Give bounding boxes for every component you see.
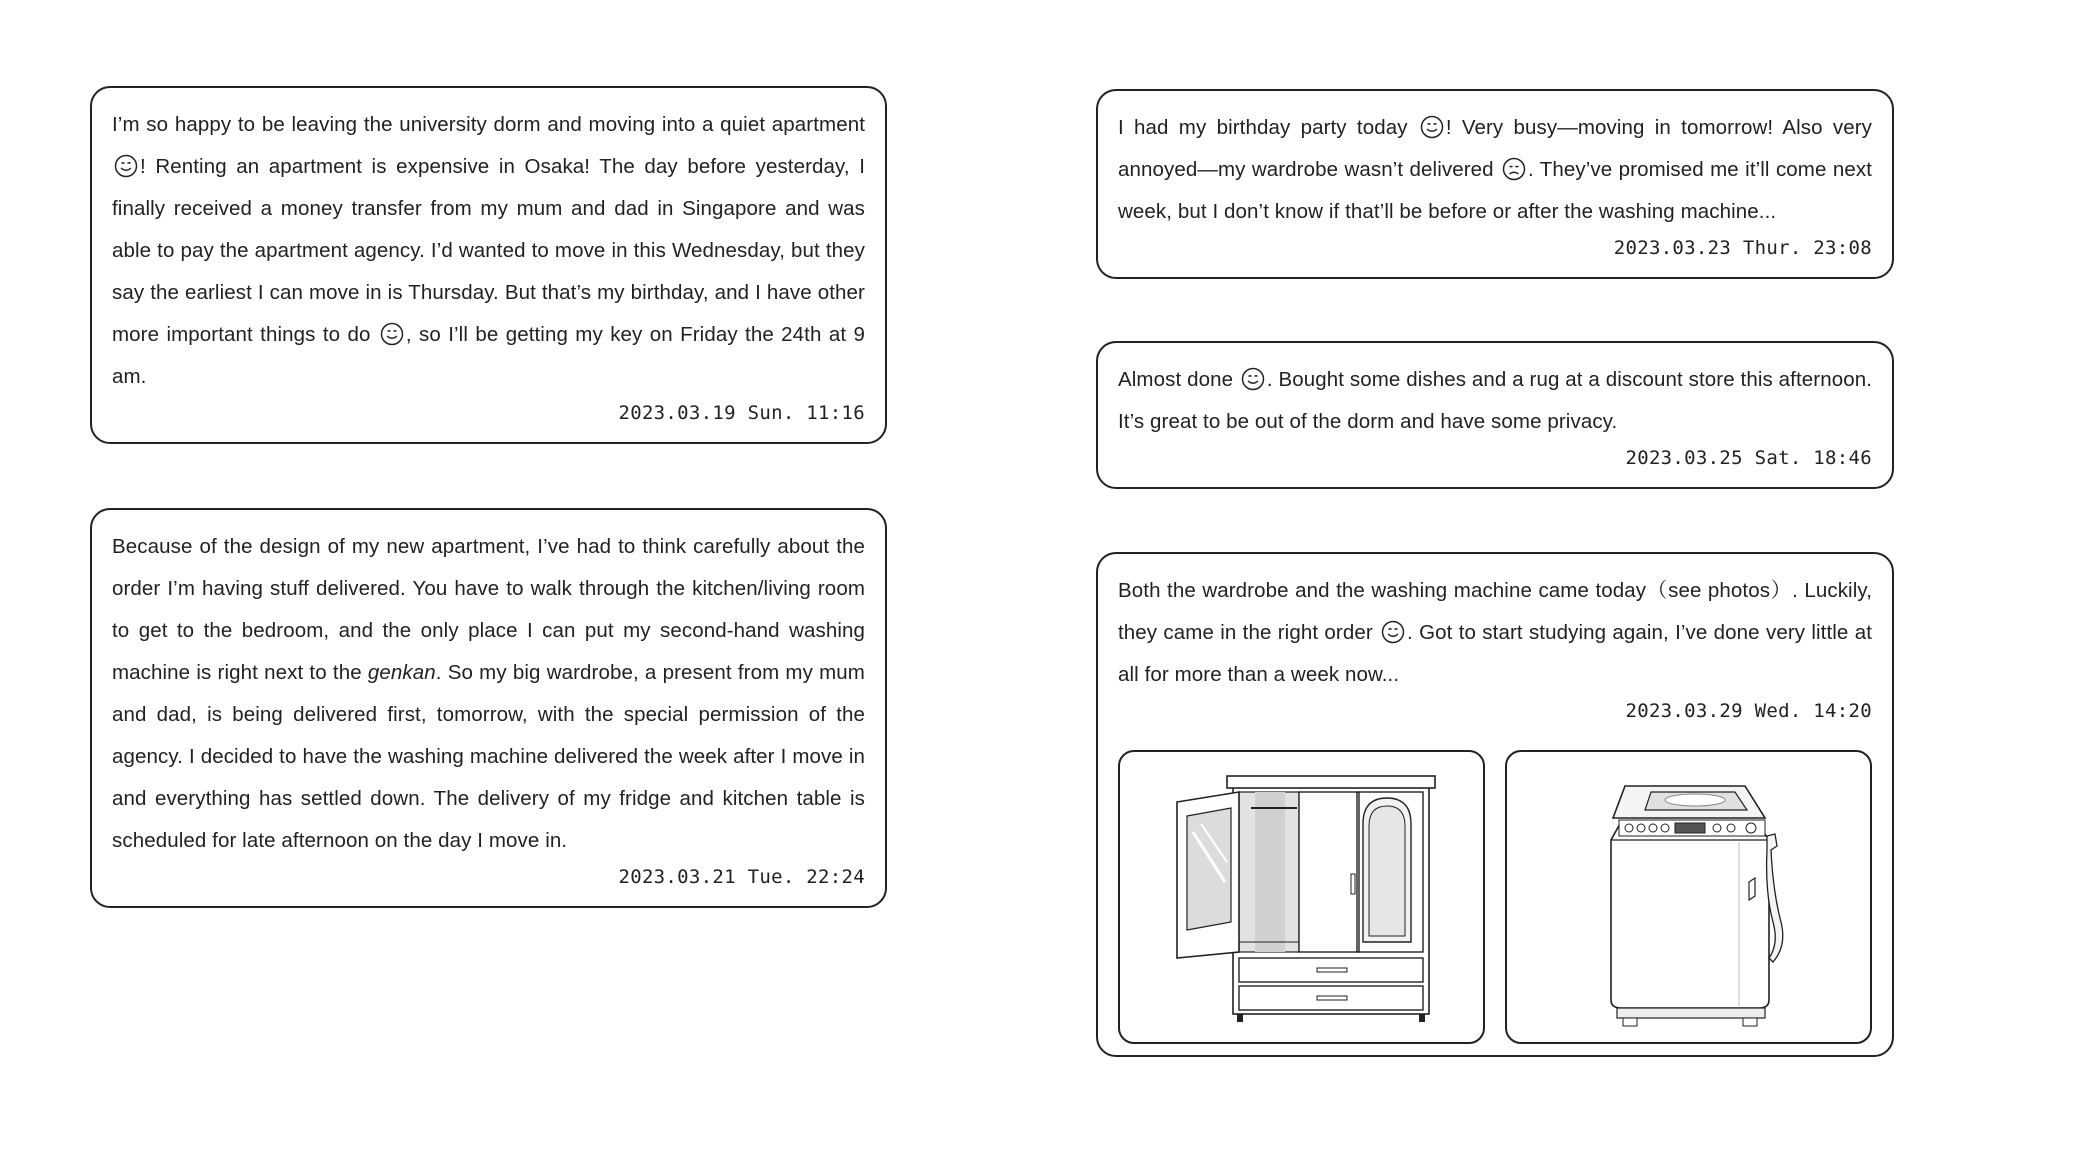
smiley-face-icon	[1381, 620, 1405, 644]
washing-machine-illustration	[1559, 762, 1819, 1032]
diary-entry-4	[1096, 341, 1894, 489]
entry-5-text: Both the wardrobe and the washing machine came today（see photos）. Luckily, they came in the right order . Got to start studying again, I’ve done very little at all for more than a week now...	[1118, 579, 1872, 686]
smiley-face-icon	[1420, 115, 1444, 139]
diary-entry-2	[90, 508, 887, 908]
entry-1-text: I’m so happy to be leaving the university dorm and moving into a quiet apartment ! Renting an apartment is expensive in Osaka! The day before yesterday, I finally received a money transfer from my mum and dad in Singapore and was able to pay the apartment agency. I’d wanted to move in this Wednesday, but they say the earliest I can move in is Thursday. But that’s my birthday, and I have other more important things to do , so I’ll be getting my key on Friday the 24th at 9 am.	[112, 113, 865, 388]
entry-3-timestamp: 2023.03.23 Thur. 23:08	[1613, 237, 1872, 259]
smiley-face-icon	[380, 322, 404, 346]
diary-entry-5	[1096, 552, 1894, 1057]
washing-machine-photo	[1505, 750, 1872, 1044]
diary-entry-1	[90, 86, 887, 444]
entry-1-timestamp: 2023.03.19 Sun. 11:16	[618, 402, 865, 424]
entry-4-text: Almost done . Bought some dishes and a rug at a discount store this afternoon. It’s great to be out of the dorm and have some privacy.	[1118, 368, 1872, 433]
photo-row	[1118, 750, 1872, 1044]
entry-2-text: Because of the design of my new apartment, I’ve had to think carefully about the order I’m having stuff delivered. You have to walk through the kitchen/living room to get to the bedroom, and the only place I can put my second-hand washing machine is right next to the genkan. So my big wardrobe, a present from my mum and dad, is being delivered first, tomorrow, with the special permission of the agency. I decided to have the washing machine delivered the week after I move in and everything has settled down. The delivery of my fridge and kitchen table is scheduled for late afternoon on the day I move in.	[112, 535, 865, 852]
entry-4-timestamp: 2023.03.25 Sat. 18:46	[1625, 447, 1872, 469]
wardrobe-photo	[1118, 750, 1485, 1044]
entry-3-text: I had my birthday party today ! Very busy—moving in tomorrow! Also very annoyed—my wardrobe wasn’t delivered . They’ve promised me it’ll come next week, but I don’t know if that’ll be before or after the washing machine...	[1118, 116, 1872, 223]
diary-entry-3	[1096, 89, 1894, 279]
smiley-face-icon	[114, 154, 138, 178]
smiley-face-icon	[1241, 367, 1265, 391]
entry-5-timestamp: 2023.03.29 Wed. 14:20	[1625, 700, 1872, 722]
wardrobe-illustration	[1157, 762, 1447, 1032]
frowning-face-icon	[1502, 157, 1526, 181]
entry-2-timestamp: 2023.03.21 Tue. 22:24	[618, 866, 865, 888]
genkan-word: genkan	[367, 661, 436, 684]
